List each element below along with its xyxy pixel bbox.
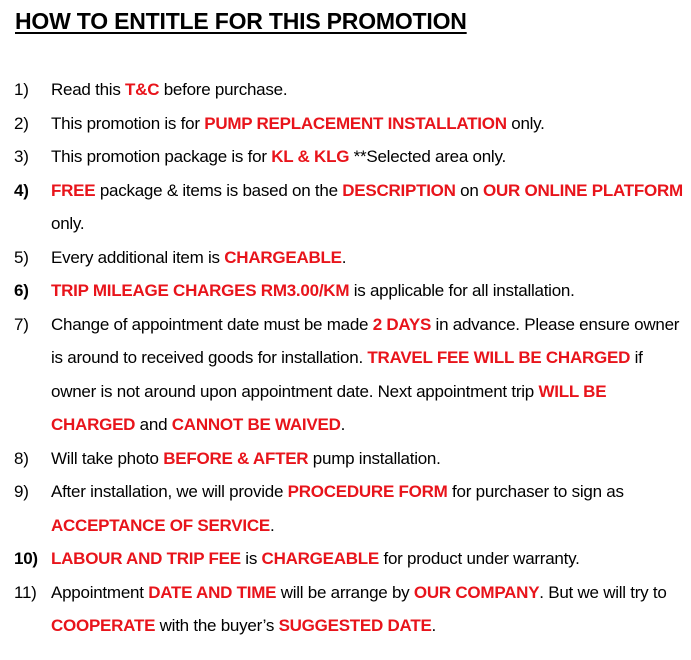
- highlighted-text: KL & KLG: [271, 147, 350, 166]
- highlighted-text: DESCRIPTION: [342, 180, 456, 200]
- term-number: 10): [14, 549, 38, 568]
- term-text-segment: only.: [51, 214, 85, 233]
- term-item: [0, 174, 691, 241]
- term-item: [0, 241, 691, 275]
- highlighted-text: CHARGEABLE: [224, 247, 342, 267]
- highlighted-text: BEFORE & AFTER: [163, 448, 309, 468]
- term-text: [51, 80, 287, 99]
- term-number: 6): [14, 281, 29, 300]
- term-text-segment: and: [135, 415, 172, 434]
- term-text-segment: Every additional item is: [51, 247, 225, 267]
- highlighted-text: 2 DAYS: [372, 314, 432, 334]
- term-item: [0, 475, 691, 542]
- highlighted-text: CHARGEABLE: [261, 549, 379, 568]
- term-text-segment: This promotion package is for: [51, 147, 272, 166]
- term-text: [51, 482, 624, 535]
- term-item: [0, 73, 691, 107]
- term-item: [0, 308, 691, 442]
- highlighted-text: PROCEDURE FORM: [287, 482, 448, 501]
- highlighted-text: WILL BE CHARGED: [51, 381, 607, 434]
- term-text-segment: .: [340, 415, 346, 434]
- highlighted-text: ACCEPTANCE OF SERVICE: [51, 515, 270, 535]
- term-text-segment: pump installation.: [308, 448, 441, 468]
- term-text-segment: This promotion is for: [51, 113, 205, 133]
- term-number: 11): [14, 582, 37, 602]
- term-item: [0, 274, 691, 308]
- terms-list: [0, 73, 691, 643]
- term-number: 1): [14, 80, 29, 99]
- highlighted-text: SUGGESTED DATE: [278, 616, 432, 635]
- highlighted-text: OUR ONLINE PLATFORM: [483, 180, 683, 200]
- term-number: 8): [14, 448, 29, 468]
- term-text: [51, 281, 575, 300]
- term-text-segment: . But we will try to: [539, 582, 667, 602]
- highlighted-text: OUR COMPANY: [413, 582, 540, 602]
- term-text-segment: in advance. Please ensure owner is around to received goods for installation.: [51, 314, 680, 367]
- highlighted-text: PUMP REPLACEMENT INSTALLATION: [204, 113, 507, 133]
- term-number: 9): [14, 482, 29, 501]
- term-text-segment: if owner is not around upon appointment date. Next appointment trip: [51, 348, 643, 401]
- highlighted-text: COOPERATE: [51, 616, 156, 635]
- term-item: [0, 140, 691, 174]
- term-item: [0, 576, 691, 643]
- highlighted-text: DATE AND TIME: [148, 582, 277, 602]
- highlighted-text: TRIP MILEAGE CHARGES RM3.00/KM: [51, 281, 350, 300]
- term-text-segment: with the buyer’s: [155, 616, 279, 635]
- term-item: [0, 107, 691, 141]
- term-text-segment: before purchase.: [159, 80, 288, 99]
- term-text-segment: package & items is based on the: [95, 180, 343, 200]
- highlighted-text: FREE: [51, 180, 96, 200]
- term-text: [51, 248, 346, 267]
- term-text-segment: Appointment: [51, 582, 149, 602]
- term-text: [51, 549, 580, 568]
- term-text-segment: only.: [506, 113, 545, 133]
- highlighted-text: TRAVEL FEE WILL BE CHARGED: [367, 348, 631, 367]
- highlighted-text: LABOUR AND TRIP FEE: [51, 549, 241, 568]
- term-text-segment: for purchaser to sign as: [447, 482, 624, 501]
- term-text: [51, 114, 545, 133]
- term-text: [51, 147, 506, 166]
- term-text-segment: .: [269, 515, 275, 535]
- page-title: HOW TO ENTITLE FOR THIS PROMOTION: [15, 8, 467, 34]
- term-number: 7): [14, 314, 29, 334]
- term-number: 5): [14, 247, 29, 267]
- term-number: 4): [14, 180, 29, 200]
- term-text-segment: Read this: [51, 80, 126, 99]
- term-text: [51, 449, 441, 468]
- term-text-segment: will be arrange by: [276, 582, 414, 602]
- term-item: [0, 542, 691, 576]
- term-text-segment: After installation, we will provide: [51, 482, 288, 501]
- term-text-segment: Will take photo: [51, 448, 164, 468]
- term-text-segment: Change of appointment date must be made: [51, 314, 373, 334]
- term-text-segment: for product under warranty.: [379, 549, 580, 568]
- term-text-segment: on: [455, 180, 484, 200]
- term-text: [51, 315, 679, 435]
- term-text-segment: .: [431, 616, 437, 635]
- term-text-segment: is: [240, 549, 262, 568]
- term-text-segment: **Selected area only.: [349, 147, 506, 166]
- highlighted-text: T&C: [125, 80, 160, 99]
- term-item: [0, 442, 691, 476]
- term-text-segment: .: [341, 247, 347, 267]
- term-text-segment: is applicable for all installation.: [349, 281, 575, 300]
- term-text: [51, 583, 667, 636]
- highlighted-text: CANNOT BE WAIVED: [171, 415, 341, 434]
- term-text: [51, 181, 683, 234]
- term-number: 2): [14, 113, 29, 133]
- term-number: 3): [14, 147, 29, 166]
